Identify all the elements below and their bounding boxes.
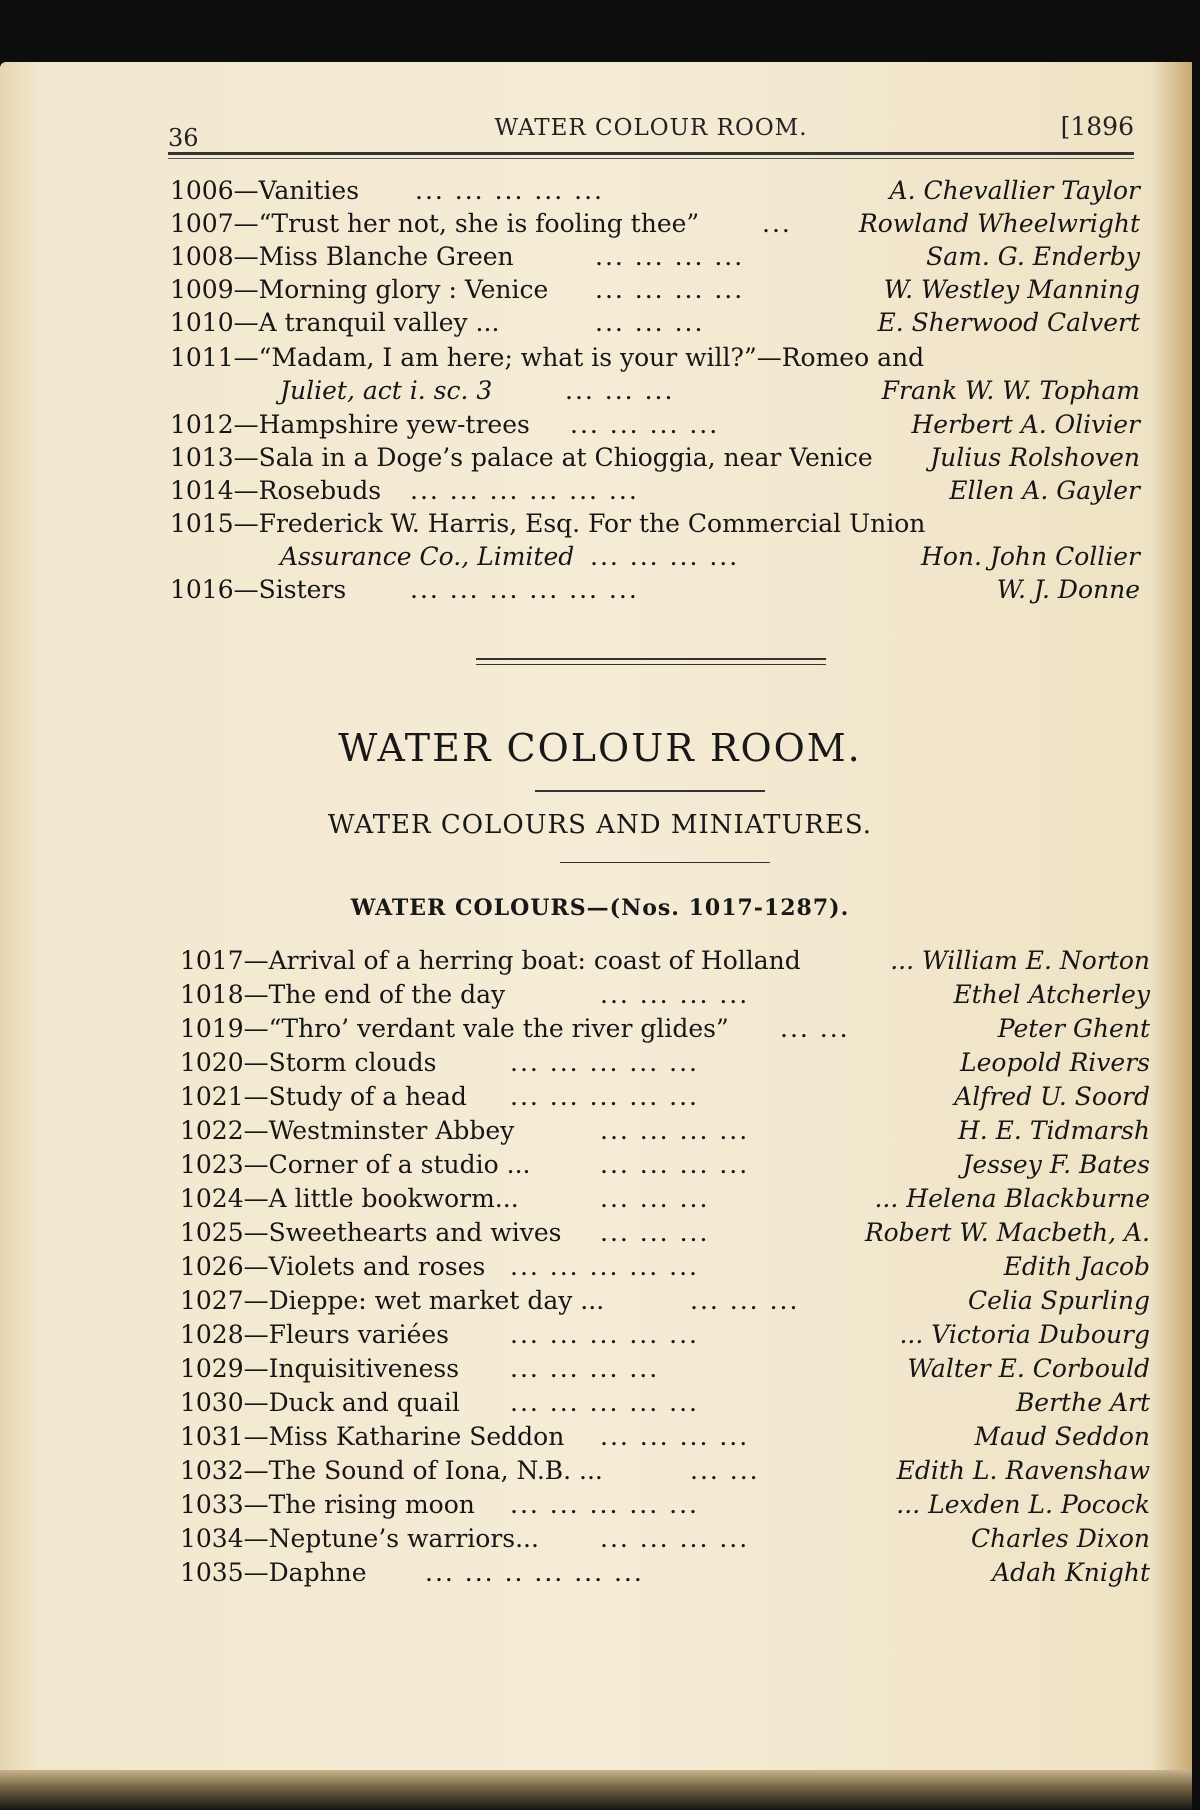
leader-dots: ... ... ... ... [570,410,720,439]
leader-dots: ... ... ... ... ... [510,1490,699,1519]
leader-dots: ... ... ... ... ... [510,1048,699,1077]
entry-row [170,275,1140,307]
leader-dots: ... ... ... [600,1218,710,1247]
leader-dots: ... ... ... ... ... [415,176,604,205]
header-rule [168,152,1134,155]
entry-title: 1019—“Thro’ verdant vale the river glides” [180,1014,729,1043]
page-bottom-edge [0,1770,1192,1810]
entry-artist: Ethel Atcherley [953,980,1150,1009]
entry-row [170,476,1140,508]
entry-title-continuation: Assurance Co., Limited [280,542,575,571]
heading-rule [535,790,765,792]
leader-dots: ... ... ... [600,1184,710,1213]
entry-artist: Leopold Rivers [960,1048,1150,1077]
section-divider-thin [476,664,826,665]
entry-title: 1013—Sala in a Doge’s palace at Chioggia, near Venice [170,443,873,472]
entry-title: 1007—“Trust her not, she is fooling thee” [170,209,700,238]
leader-dots: ... ... ... ... [600,1524,750,1553]
leader-dots: ... ... [780,1014,850,1043]
entry-artist: ... William E. Norton [890,946,1150,975]
entry-row [170,209,1140,241]
running-year: [1896 [1060,112,1134,141]
entry-title: 1033—The rising moon [180,1490,475,1519]
entry-artist: Berthe Art [1015,1388,1150,1417]
entry-artist: Frank W. W. Topham [881,376,1140,405]
entry-title: 1020—Storm clouds [180,1048,437,1077]
section-subheading: WATER COLOURS AND MINIATURES. [327,810,873,840]
page-number: 36 [168,124,199,152]
leader-dots: ... ... ... ... ... [510,1082,699,1111]
entry-title-continuation: Juliet, act i. sc. 3 [280,376,493,405]
entry-title: 1022—Westminster Abbey [180,1116,515,1145]
entry-artist: A. Chevallier Taylor [889,176,1140,205]
entry-row [180,1048,1150,1080]
entry-artist: Celia Spurling [967,1286,1150,1315]
entry-artist: Charles Dixon [971,1524,1150,1553]
entry-title: 1014—Rosebuds [170,476,382,505]
entry-row-continuation [170,376,1140,408]
entry-artist: Jessey F. Bates [962,1150,1150,1179]
entry-row [180,1150,1150,1182]
entry-artist: W. Westley Manning [883,275,1140,304]
entry-title: 1015—Frederick W. Harris, Esq. For the Commercial Union [170,509,926,538]
entry-artist: Walter E. Corbould [907,1354,1150,1383]
entry-row [170,410,1140,442]
leader-dots: ... ... ... [565,376,675,405]
entry-artist: Edith L. Ravenshaw [896,1456,1150,1485]
leader-dots: ... ... ... ... [595,242,745,271]
leader-dots: ... ... ... ... ... [510,1252,699,1281]
entry-title: 1011—“Madam, I am here; what is your will?”—Romeo and [170,343,925,372]
leader-dots: ... ... ... ... ... [510,1388,699,1417]
entry-title: 1009—Morning glory : Venice [170,275,549,304]
entry-title: 1016—Sisters [170,575,347,604]
entry-title: 1025—Sweethearts and wives [180,1218,562,1247]
leader-dots: ... ... .. ... ... ... [425,1558,644,1587]
entry-title: 1028—Fleurs variées [180,1320,449,1349]
entry-artist: Alfred U. Soord [954,1082,1150,1111]
leader-dots: ... ... ... ... [600,980,750,1009]
entry-title: 1017—Arrival of a herring boat: coast of Holland [180,946,801,975]
entry-artist: H. E. Tidmarsh [957,1116,1150,1145]
entry-title: 1018—The end of the day [180,980,506,1009]
entry-row [180,1082,1150,1114]
entry-title: 1021—Study of a head [180,1082,467,1111]
entry-row [170,176,1140,208]
entry-title: 1029—Inquisitiveness [180,1354,460,1383]
entry-artist: E. Sherwood Calvert [877,308,1140,337]
entry-artist: ... Victoria Dubourg [899,1320,1150,1349]
leader-dots: ... ... ... [690,1286,800,1315]
entry-artist: Herbert A. Olivier [911,410,1140,439]
entry-artist: Maud Seddon [974,1422,1150,1451]
entry-artist: Adah Knight [992,1558,1150,1587]
entry-title: 1010—A tranquil valley ... [170,308,500,337]
entry-row [180,1490,1150,1522]
entry-row [180,1286,1150,1318]
entry-title: 1026—Violets and roses [180,1252,486,1281]
entry-title: 1006—Vanities [170,176,360,205]
leader-dots: ... ... ... ... ... ... [410,575,639,604]
entry-artist: Robert W. Macbeth, A. [864,1218,1150,1247]
entry-row [170,575,1140,607]
entry-title: 1023—Corner of a studio ... [180,1150,531,1179]
leader-dots: ... ... [690,1456,760,1485]
leader-dots: ... ... ... ... ... [510,1320,699,1349]
entry-row [180,1388,1150,1420]
leader-dots: ... ... ... ... [600,1116,750,1145]
entry-row [180,1218,1150,1250]
leader-dots: ... ... ... ... [510,1354,660,1383]
entry-row [180,1184,1150,1216]
entry-title: 1012—Hampshire yew-trees [170,410,530,439]
entry-artist: W. J. Donne [996,575,1140,604]
running-header [168,112,1134,152]
entry-artist: ... Helena Blackburne [874,1184,1150,1213]
leader-dots: ... ... ... ... [590,542,740,571]
entry-row [180,1354,1150,1386]
leader-dots: ... [762,209,792,238]
entry-artist: ... Lexden L. Pocock [896,1490,1150,1519]
entry-row [180,1524,1150,1556]
entry-row [180,1014,1150,1046]
entry-row [170,242,1140,274]
entry-artist: Edith Jacob [1003,1252,1150,1281]
entry-title: 1027—Dieppe: wet market day ... [180,1286,605,1315]
section-heading: WATER COLOUR ROOM. [338,726,862,770]
entry-row [170,509,1140,541]
entry-row [180,946,1150,978]
leader-dots: ... ... ... ... ... ... [410,476,639,505]
entry-artist: Peter Ghent [997,1014,1150,1043]
leader-dots: ... ... ... ... [595,275,745,304]
entry-row-continuation [170,542,1140,574]
category-heading: WATER COLOURS—(Nos. 1017-1287). [350,895,850,921]
leader-dots: ... ... ... [595,308,705,337]
entry-title: 1034—Neptune’s warriors... [180,1524,539,1553]
subheading-rule [560,862,770,863]
leader-dots: ... ... ... ... [600,1422,750,1451]
entry-artist: Julius Rolshoven [930,443,1140,472]
entry-title: 1031—Miss Katharine Seddon [180,1422,565,1451]
entry-title: 1035—Daphne [180,1558,367,1587]
entry-title: 1030—Duck and quail [180,1388,460,1417]
entry-title: 1024—A little bookworm... [180,1184,519,1213]
entry-row [170,308,1140,340]
entry-row [180,1422,1150,1454]
running-title: WATER COLOUR ROOM. [494,115,808,141]
entry-artist: Hon. John Collier [921,542,1140,571]
entry-row [180,1320,1150,1352]
entry-row [170,443,1140,475]
entry-row [180,1558,1150,1590]
entry-artist: Ellen A. Gayler [949,476,1140,505]
entry-title: 1008—Miss Blanche Green [170,242,514,271]
entry-row [170,343,1140,375]
entry-row [180,980,1150,1012]
section-divider [476,658,826,660]
entry-title: 1032—The Sound of Iona, N.B. ... [180,1456,603,1485]
entry-row [180,1456,1150,1488]
entry-artist: Sam. G. Enderby [926,242,1140,271]
header-rule-thin [168,158,1134,159]
entry-row [180,1252,1150,1284]
entry-row [180,1116,1150,1148]
entry-artist: Rowland Wheelwright [858,209,1140,238]
leader-dots: ... ... ... ... [600,1150,750,1179]
